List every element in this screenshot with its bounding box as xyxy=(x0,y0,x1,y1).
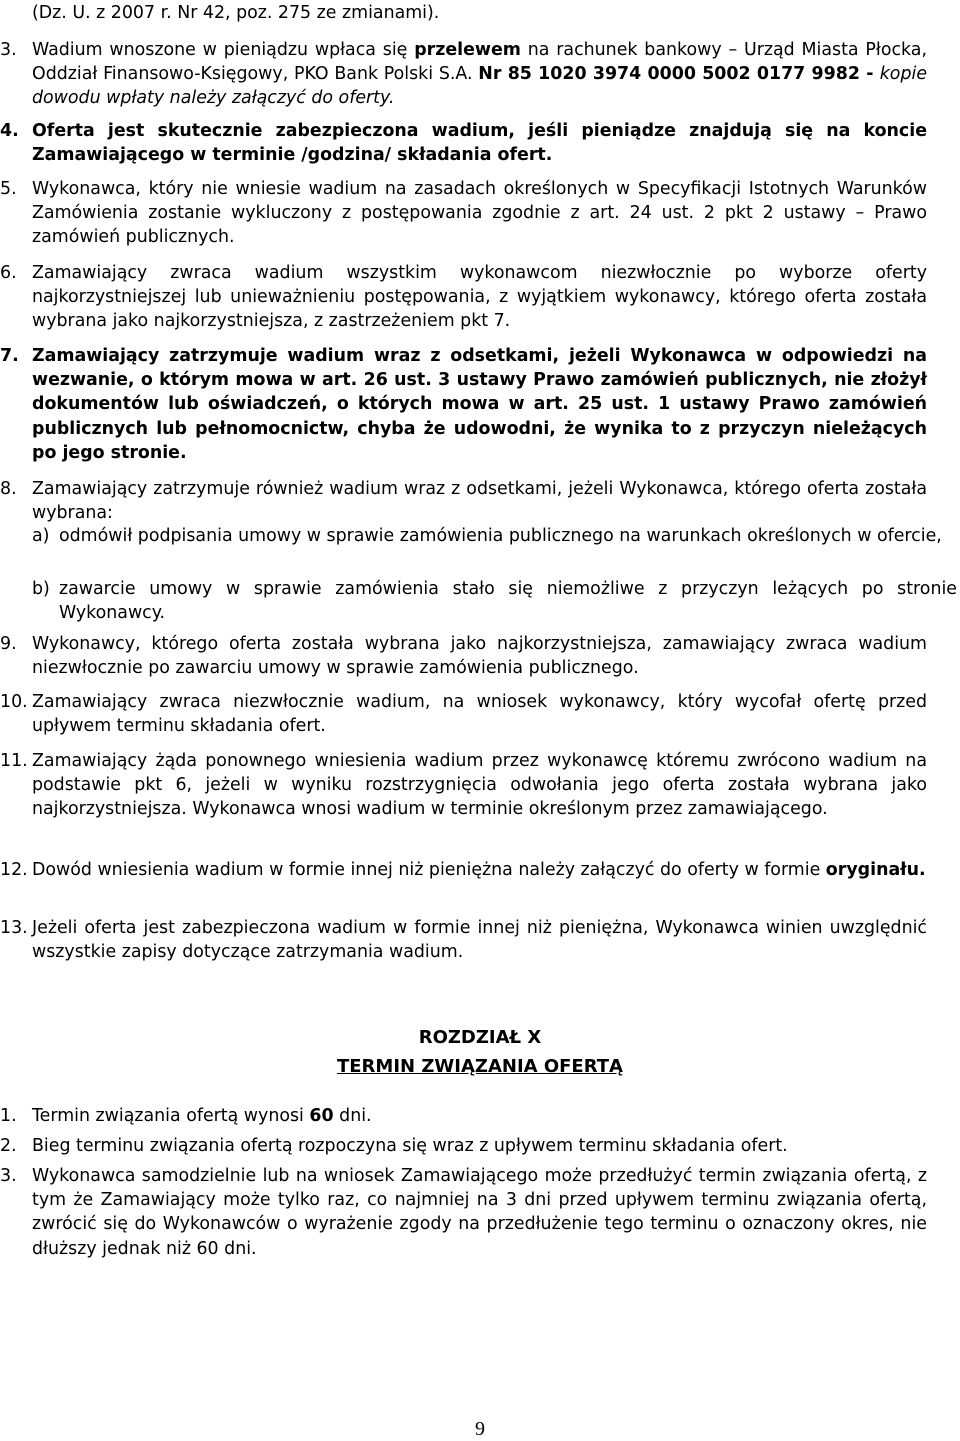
text-run: Jeżeli oferta jest zabezpieczona wadium w formie innej niż pieniężna, Wykonawca winien uwzględnić wszystkie zapisy dotyczące zatrzymania wadium. xyxy=(32,918,927,963)
text-run: Zamawiający zwraca wadium wszystkim wykonawcom niezwłocznie po wyborze oferty najkorzystniejszej lub unieważnieniu postępowania, z wyjątkiem wykonawcy, którego oferta została wybrana jako najkorzystniejsza, z zastrzeżeniem pkt 7. xyxy=(32,263,927,332)
item-text xyxy=(32,477,927,525)
item-number: 5. xyxy=(0,179,17,199)
list-item-10 xyxy=(0,690,927,738)
item-text xyxy=(32,858,927,882)
item-number: 4. xyxy=(0,121,19,141)
text-run: Wykonawca samodzielnie lub na wniosek Zamawiającego może przedłużyć termin związania ofertą, z tym że Zamawiający może tylko raz, co najmniej na 3 dni przed upływem terminu związania ofertą, zwrócić się do Wykonawców o wyrażenie zgody na przedłużenie tego terminu o oznaczony okres, nie dłuższy jednak niż 60 dni. xyxy=(32,1166,927,1259)
item-number: 11. xyxy=(0,751,28,771)
sub-item-label: a) xyxy=(32,526,50,546)
text-run: Nr 85 1020 3974 0000 5002 0177 9982 - xyxy=(478,64,880,85)
top-citation-line: (Dz. U. z 2007 r. Nr 42, poz. 275 ze zmianami). xyxy=(32,3,440,23)
text-run: oryginału. xyxy=(825,860,926,880)
list-item-11 xyxy=(0,749,927,822)
item-text xyxy=(32,749,927,822)
item-number: 8. xyxy=(0,479,17,499)
text-run: Zamawiający zatrzymuje wadium wraz z odsetkami, jeżeli Wykonawca w odpowiedzi na wezwanie, o którym mowa w art. 26 ust. 3 ustawy Prawo zamówień publicznych, nie złożył dokumentów lub oświadczeń, o których mowa w art. 25 ust. 1 ustawy Prawo zamówień publicznych lub pełnomocnictw, chyba że udowodni, że wynika to z przyczyn nieleżących po jego stronie. xyxy=(32,346,927,463)
sub-item-text: odmówił podpisania umowy w sprawie zamówienia publicznego na warunkach określonych w ofercie, xyxy=(59,526,942,546)
item-number: 7. xyxy=(0,346,19,366)
list-item-13 xyxy=(0,916,927,964)
item-text xyxy=(32,1164,927,1261)
text-run: kopie dowodu wpłaty należy załączyć do oferty. xyxy=(32,64,928,109)
text-run: dni. xyxy=(333,1106,372,1126)
text-run: Dowód wniesienia wadium w formie innej niż pieniężna należy załączyć do oferty w formie xyxy=(32,860,826,880)
list-item-ch-2 xyxy=(0,1134,927,1158)
text-run: Wykonawca, który nie wniesie wadium na zasadach określonych w Specyfikacji Istotnych Warunków Zamówienia zostanie wykluczony z postępowania zgodnie z art. 24 ust. 2 pkt 2 ustawy – Prawo zamówień publicznych. xyxy=(32,179,927,248)
text-run: na rachunek bankowy – Urząd Miasta Płocka, Oddział Finansowo-Księgowy, PKO Bank Polski S.A. xyxy=(32,40,927,85)
list-item-12 xyxy=(0,858,927,882)
text-run: 60 xyxy=(309,1106,334,1126)
text-run: Wykonawcy, którego oferta została wybrana jako najkorzystniejsza, zamawiający zwraca wadium niezwłocznie po zawarciu umowy w sprawie zamówienia publicznego. xyxy=(32,634,927,679)
item-number: 1. xyxy=(0,1106,17,1126)
list-item-3 xyxy=(0,38,927,111)
item-text xyxy=(32,119,927,167)
list-item-6 xyxy=(0,261,927,334)
item-text xyxy=(32,38,927,111)
item-number: 12. xyxy=(0,860,28,880)
item-text xyxy=(32,177,927,250)
text-run: Zamawiający zwraca niezwłocznie wadium, na wniosek wykonawcy, który wycofał ofertę przed upływem terminu składania ofert. xyxy=(32,692,927,737)
list-item-7 xyxy=(0,344,927,465)
sub-item-label: b) xyxy=(32,579,50,599)
text-run: Wadium wnoszone w pieniądzu wpłaca się xyxy=(32,40,415,60)
item-text xyxy=(32,690,927,738)
chapter-title: ROZDZIAŁ X xyxy=(418,1027,542,1048)
sub-item-b xyxy=(32,577,957,625)
item-text xyxy=(32,1134,927,1158)
list-item-ch-3 xyxy=(0,1164,927,1261)
item-number: 13. xyxy=(0,918,28,938)
item-number: 3. xyxy=(0,1166,17,1186)
item-number: 6. xyxy=(0,263,17,283)
list-item-5 xyxy=(0,177,927,250)
sub-item-a xyxy=(32,524,957,548)
item-number: 2. xyxy=(0,1136,17,1156)
list-item-9 xyxy=(0,632,927,680)
chapter-subtitle-text: TERMIN ZWIĄZANIA OFERTĄ xyxy=(336,1056,623,1077)
item-text xyxy=(32,916,927,964)
text-run: Termin związania ofertą wynosi xyxy=(32,1106,310,1126)
text-run: Bieg terminu związania ofertą rozpoczyna się wraz z upływem terminu składania ofert. xyxy=(32,1136,788,1156)
chapter-subtitle xyxy=(0,1051,960,1083)
text-run: Zamawiający zatrzymuje również wadium wraz z odsetkami, jeżeli Wykonawca, którego oferta została wybrana: xyxy=(32,479,927,524)
item-text xyxy=(32,261,927,334)
text-run: przelewem xyxy=(414,40,521,60)
text-run: Oferta jest skutecznie zabezpieczona wadium, jeśli pieniądze znajdują się na koncie Zamawiającego w terminie /godzina/ składania ofert. xyxy=(32,121,927,166)
list-item-ch-1 xyxy=(0,1104,927,1128)
item-number: 10. xyxy=(0,692,28,712)
item-text xyxy=(32,1104,927,1128)
sub-item-text: zawarcie umowy w sprawie zamówienia stało się niemożliwe z przyczyn leżących po stronie Wykonawcy. xyxy=(59,579,957,624)
item-text xyxy=(32,632,927,680)
page-number: 9 xyxy=(475,1418,485,1440)
item-number: 9. xyxy=(0,634,17,654)
item-text xyxy=(32,344,927,465)
item-number: 3. xyxy=(0,40,17,60)
list-item-8 xyxy=(0,477,927,525)
text-run: Zamawiający żąda ponownego wniesienia wadium przez wykonawcę któremu zwrócono wadium na podstawie pkt 6, jeżeli w wyniku rozstrzygnięcia odwołania jego oferta została wybrana jako najkorzystniejsza. Wykonawca wnosi wadium w terminie określonym przez zamawiającego. xyxy=(32,751,927,820)
list-item-4 xyxy=(0,119,927,167)
